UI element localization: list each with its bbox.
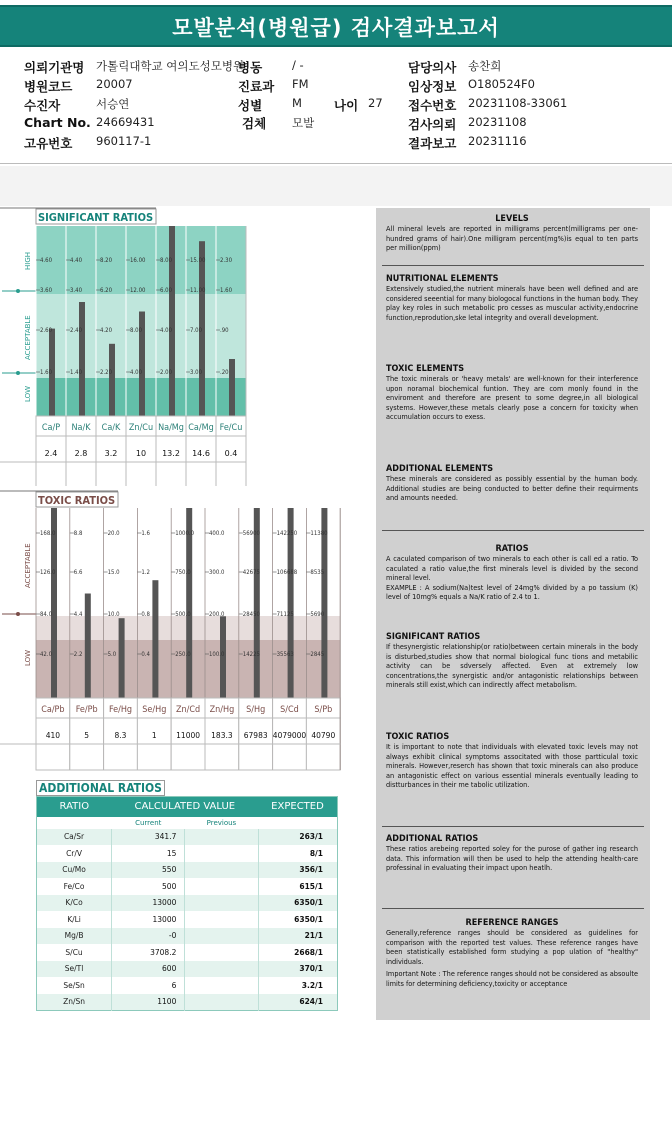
nutritional-text: Extensively studied,the nutrient minerals have been well defined and are considered seeential for many biologocal functions in the human body. They play key roles in such metabolic pro cesses as muscular activity,endocrine function,reprodution,ske letal integrity and overall development. — [386, 284, 638, 322]
hospital-code-label: 병원코드 — [24, 79, 73, 94]
current-cell: 600 — [112, 961, 185, 978]
column-label: Fe/Pb — [75, 705, 98, 715]
ratio-value: 1 — [151, 731, 157, 740]
previous-cell — [185, 829, 258, 846]
expected-cell: 8/1 — [258, 845, 338, 862]
tick-label: 3.00 — [190, 369, 203, 376]
tick-label: 2.20 — [100, 369, 113, 376]
current-cell: 15 — [112, 845, 185, 862]
ratio-value: 40790 — [311, 731, 336, 740]
receipt-label: 접수번호 — [408, 98, 457, 113]
current-cell: 6 — [112, 977, 185, 994]
tick-label: 168.0 — [40, 530, 56, 537]
previous-cell — [185, 911, 258, 928]
reference-ranges-title: REFERENCE RANGES — [465, 918, 559, 928]
tick-label: .20 — [220, 369, 229, 376]
ratio-value: 5 — [84, 731, 90, 740]
expected-cell: 356/1 — [258, 862, 338, 879]
expected-cell: 6350/1 — [258, 911, 338, 928]
request-label: 검사의뢰 — [408, 117, 457, 132]
tick-label: 1000.0 — [175, 530, 195, 537]
toxic-ratios-info-title: TOXIC RATIOS — [386, 732, 450, 742]
tick-label: 300.0 — [209, 569, 225, 576]
low-marker-dot — [16, 371, 20, 375]
zone-label-low: LOW — [24, 649, 32, 666]
column-label: Zn/Cd — [175, 705, 201, 715]
tick-label: 126.0 — [40, 569, 56, 576]
patient-header — [0, 48, 672, 164]
tick-label: 42675 — [242, 569, 260, 576]
tick-label: 6.00 — [160, 287, 173, 294]
header-spacer — [0, 166, 672, 206]
ratio-value: 8.3 — [114, 731, 127, 740]
ratio-value: 67983 — [243, 731, 268, 740]
bar-fe-cu — [229, 359, 235, 416]
expected-cell: 615/1 — [258, 878, 338, 895]
column-label: S/Pb — [314, 705, 333, 715]
toxic-title: TOXIC RATIOS — [38, 494, 116, 507]
request-value: 20231108 — [468, 115, 527, 129]
ratio-value: 183.3 — [211, 731, 233, 740]
tick-label: 4.00 — [160, 327, 173, 334]
tick-label: 5690 — [310, 611, 325, 618]
specimen-label: 검체 — [242, 116, 267, 131]
expected-header: EXPECTED — [271, 801, 324, 813]
tick-label: 1.60 — [220, 287, 233, 294]
tick-label: 1.40 — [70, 369, 83, 376]
tick-label: 2845 — [310, 651, 325, 658]
reference-ranges-note: Important Note : The reference ranges should not be considered as absoulte limits for determining deficiency,toxicity or acceptance — [386, 969, 638, 988]
ratio-cell: Zn/Sn — [63, 997, 86, 1006]
clinical-value: O180524F0 — [468, 77, 535, 91]
table-row — [37, 845, 338, 862]
doctor-label: 담당의사 — [408, 60, 457, 75]
ratio-value: 2.8 — [74, 449, 88, 458]
tick-label: 8.00 — [130, 327, 143, 334]
institution-value: 가톨릭대학교 여의도성모병원 — [96, 59, 245, 73]
table-row — [37, 862, 338, 879]
significant-title: SIGNIFICANT RATIOS — [38, 211, 154, 224]
tick-label: 4.4 — [73, 611, 83, 618]
column-label: Se/Hg — [142, 705, 167, 715]
tick-label: 20.0 — [107, 530, 120, 537]
tick-label: 15.00 — [190, 257, 206, 264]
nutritional-title: NUTRITIONAL ELEMENTS — [386, 274, 499, 284]
specimen-value: 모발 — [292, 116, 315, 130]
ratio-value: 4079000 — [272, 731, 307, 740]
ratios-text: A caculated comparison of two minerals to each other is call ed a ratio. To caculated a ratio value,the first minerals level is divided by the second mineral level. — [386, 554, 638, 583]
previous-cell — [185, 928, 258, 945]
tick-label: 750.0 — [175, 569, 191, 576]
tick-label: 106688 — [276, 569, 298, 576]
tick-label: 2.60 — [40, 327, 53, 334]
tick-label: 142250 — [276, 530, 298, 537]
column-label: Zn/Hg — [209, 705, 235, 715]
additional-ratios-title: ADDITIONAL RATIOS — [36, 780, 165, 796]
toxic-elements-text: The toxic minerals or 'heavy metals' are well-known for their interference upon noramal biochemical funtion. They are com monly found in the enviroment and therefore are present to some degree,in all biological systems. However,these metals clearly pose a concern for toxicity when accumulation occurs to exess. — [386, 374, 638, 422]
tick-label: 2.40 — [70, 327, 83, 334]
tick-label: 1.2 — [141, 569, 150, 576]
institution-label: 의뢰기관명 — [24, 60, 85, 75]
column-label: Fe/Cu — [219, 423, 243, 433]
bar-na-k — [79, 302, 85, 416]
current-cell: 3708.2 — [112, 944, 185, 961]
ratio-cell: Cr/V — [66, 848, 83, 858]
dept-label: 진료과 — [238, 79, 275, 94]
expected-cell: 263/1 — [258, 829, 338, 846]
previous-cell — [185, 845, 258, 862]
tick-label: 35563 — [276, 651, 294, 658]
column-label: Ca/K — [101, 423, 121, 433]
hospital-code-value: 20007 — [96, 77, 133, 91]
tick-label: 8.8 — [73, 530, 83, 537]
current-subheader: Current — [135, 818, 162, 827]
value-cell — [186, 436, 216, 486]
column-label: S/Hg — [246, 705, 266, 715]
table-row — [37, 878, 338, 895]
bar-na-mg — [169, 226, 175, 416]
table-row — [37, 994, 338, 1011]
tick-label: 3.60 — [40, 287, 53, 294]
additional-elements-title: ADDITIONAL ELEMENTS — [386, 464, 494, 474]
previous-cell — [185, 895, 258, 912]
ratio-cell: Fe/Co — [63, 881, 85, 891]
additional-ratios-info-text: These ratios arebeing reported soley for the purose of gather ing research data. This information will then be used to help the attending health-care professinal in evaluating their impact upon heatlh. — [386, 844, 638, 873]
ratio-value: 14.6 — [192, 449, 210, 458]
tick-label: 4.40 — [70, 257, 83, 264]
column-label: S/Cd — [280, 705, 299, 715]
report-title: 모발분석(병원급) 검사결과보고서 — [0, 5, 672, 47]
receipt-value: 20231108-33061 — [468, 96, 568, 110]
tick-label: 8535 — [310, 569, 325, 576]
tick-label: 10.0 — [107, 611, 120, 618]
tick-label: 100.0 — [209, 651, 225, 658]
ratio-cell: S/Cu — [65, 947, 83, 957]
current-cell: 500 — [112, 878, 185, 895]
ratio-cell: K/Li — [67, 914, 81, 924]
tick-label: 2.2 — [73, 651, 83, 658]
significant-ratios-chart — [0, 206, 262, 486]
tick-label: 4.60 — [40, 257, 53, 264]
previous-cell — [185, 878, 258, 895]
doctor-value: 송찬희 — [468, 59, 502, 73]
previous-cell — [185, 961, 258, 978]
tick-label: 0.4 — [141, 651, 150, 658]
significant-ratios-info-title: SIGNIFICANT RATIOS — [386, 632, 481, 642]
previous-cell — [185, 862, 258, 879]
ward-value: / - — [292, 58, 304, 72]
tick-label: 14225 — [242, 651, 260, 658]
ratio-value: 3.2 — [104, 449, 118, 458]
tick-label: 7.00 — [190, 327, 203, 334]
dept-value: FM — [292, 77, 309, 91]
previous-subheader: Previous — [206, 818, 237, 827]
column-label: Ca/Mg — [188, 423, 214, 433]
tick-label: 3.40 — [70, 287, 83, 294]
receiver-label: 수진자 — [24, 98, 61, 113]
table-row — [37, 895, 338, 912]
column-label: Fe/Hg — [108, 705, 133, 715]
ratio-value: 10 — [135, 449, 147, 458]
tick-label: 400.0 — [209, 530, 225, 537]
tick-label: 71125 — [276, 611, 294, 618]
zone-label-low: LOW — [24, 385, 32, 402]
bar-fe-hg — [119, 618, 125, 698]
column-label: Ca/P — [41, 423, 61, 433]
tick-label: 4.20 — [100, 327, 113, 334]
table-row — [37, 944, 338, 961]
tick-label: 2.00 — [160, 369, 173, 376]
levels-title: LEVELS — [495, 214, 529, 224]
current-cell: 341.7 — [112, 829, 185, 846]
ratios-example: EXAMPLE : A sodium(Na)test level of 24mg% divided by a po tassium (K) level of 10mg% equals a Na/K ratio of 2.4 to 1. — [386, 582, 638, 602]
age-label: 나이 — [334, 98, 359, 113]
tick-label: 15.0 — [107, 569, 120, 576]
unique-no-label: 고유번호 — [24, 136, 73, 151]
additional-ratios-rows — [37, 829, 338, 1011]
column-label: Na/K — [71, 423, 91, 433]
previous-cell — [185, 944, 258, 961]
zone-label-high: HIGH — [24, 251, 32, 270]
tick-label: 4.00 — [130, 369, 143, 376]
expected-cell: 624/1 — [258, 994, 338, 1011]
table-row — [37, 961, 338, 978]
value-cell — [66, 436, 96, 486]
ratio-value: 13.2 — [162, 449, 180, 458]
expected-cell: 6350/1 — [258, 895, 338, 912]
tick-label: 2.30 — [220, 257, 233, 264]
current-cell: 550 — [112, 862, 185, 879]
ratio-cell: Ca/Sr — [63, 832, 85, 842]
tick-label: 1.6 — [141, 530, 150, 537]
tick-label: 84.0 — [40, 611, 53, 618]
tick-label: 5.0 — [107, 651, 117, 658]
ratio-header: RATIO — [59, 801, 90, 813]
levels-text: All mineral levels are reported in milligrams percent(milligrams per one-hundred grams of hair).One milligram percent(mg%)is equal to ten parts per million(ppm) — [386, 224, 638, 253]
tick-label: 8.00 — [160, 257, 173, 264]
zone-label-acceptable: ACCEPTABLE — [24, 543, 32, 588]
reference-ranges-text: Generally,reference ranges should be considered as guidelines for comparison with the reported test values. These reference ranges have been statistically established form studying a pop ulation of "healthy" individuals. — [386, 928, 638, 966]
tick-label: 500.0 — [175, 611, 191, 618]
ratio-value: 2.4 — [44, 449, 58, 458]
expected-cell: 370/1 — [258, 961, 338, 978]
zone-label-acceptable: ACCEPTABLE — [24, 315, 32, 360]
tick-label: 250.0 — [175, 651, 191, 658]
table-row — [37, 911, 338, 928]
ward-label: 병동 — [238, 60, 263, 75]
value-cell — [156, 436, 186, 486]
current-cell: -0 — [112, 928, 185, 945]
ratio-cell: Se/Sn — [63, 980, 85, 990]
toxic-ratios-chart — [0, 488, 346, 774]
tick-label: 42.0 — [40, 651, 53, 658]
chart-no-value: 24669431 — [96, 115, 155, 129]
additional-ratios-info-title: ADDITIONAL RATIOS — [386, 834, 479, 844]
value-cell — [96, 436, 126, 486]
tick-label: 16.00 — [130, 257, 146, 264]
tick-label: 11.00 — [190, 287, 206, 294]
toxic-elements-title: TOXIC ELEMENTS — [386, 364, 465, 374]
column-label: Ca/Pb — [41, 705, 65, 715]
expected-cell: 21/1 — [258, 928, 338, 945]
significant-ratios-info-text: If thesynergistic relationship(or ratio)between certain minerals in the body is disturbed,studies show that normal biological func tions and metabilic activity can be sdversely affected. Even at extremely low concentrations,the synergistic and/or antagonistic relationships between minerals still exist,which can indirectly affect metabolism. — [386, 642, 638, 690]
sex-label: 성별 — [238, 98, 263, 113]
acceptable-marker-dot — [16, 612, 20, 616]
column-label: Na/Mg — [158, 423, 184, 433]
ratio-cell: Se/Tl — [64, 964, 84, 974]
tick-label: 8.20 — [100, 257, 113, 264]
tick-label: 56900 — [242, 530, 260, 537]
additional-ratios-table — [36, 796, 338, 1011]
chart-no-label: Chart No. — [24, 115, 91, 130]
ratio-cell: K/Co — [65, 898, 83, 908]
result-value: 20231116 — [468, 134, 527, 148]
previous-cell — [185, 994, 258, 1011]
expected-cell: 2668/1 — [258, 944, 338, 961]
tick-label: .90 — [220, 327, 229, 334]
column-label: Zn/Cu — [128, 423, 154, 433]
value-cell — [216, 436, 246, 486]
result-label: 결과보고 — [408, 136, 457, 151]
ratios-title: RATIOS — [495, 544, 529, 554]
tick-label: 11380 — [310, 530, 328, 537]
previous-cell — [185, 977, 258, 994]
bar-se-hg — [152, 580, 158, 698]
sex-value: M — [292, 96, 302, 110]
info-panel — [376, 208, 650, 1020]
value-cell — [126, 436, 156, 486]
table-row — [37, 928, 338, 945]
tick-label: 6.20 — [100, 287, 113, 294]
current-cell: 1100 — [112, 994, 185, 1011]
table-row — [37, 977, 338, 994]
toxic-ratios-info-text: It is important to note that individuals with elevated toxic levels may not always exhibit clinical symptoms associtated with those partticulal toxic minerals. However,reserch has shown that toxic minerals can also produce an antagonistic effect on various essential minerals eventually leading to distturbances in their me tabolic utilization. — [386, 742, 638, 790]
age-value: 27 — [368, 96, 383, 110]
value-cell — [36, 436, 66, 486]
acceptable-marker-dot — [16, 289, 20, 293]
ratio-value: 0.4 — [224, 449, 238, 458]
ratio-value: 11000 — [176, 731, 201, 740]
tick-label: 12.00 — [130, 287, 146, 294]
tick-label: 6.6 — [73, 569, 83, 576]
current-cell: 13000 — [112, 895, 185, 912]
expected-cell: 3.2/1 — [258, 977, 338, 994]
ratio-cell: Cu/Mo — [62, 865, 86, 875]
clinical-label: 임상정보 — [408, 79, 457, 94]
current-cell: 13000 — [112, 911, 185, 928]
tick-label: 0.8 — [141, 611, 150, 618]
receiver-value: 서승연 — [96, 97, 130, 111]
ratio-cell: Mg/B — [64, 931, 84, 941]
table-row — [37, 829, 338, 846]
ratio-value: 410 — [45, 731, 61, 740]
tick-label: 200.0 — [209, 611, 225, 618]
bar-ca-k — [109, 344, 115, 416]
additional-elements-text: These minerals are considered as possibly essential by the human body. Additional studies are being conducted to better define their requirments and amounts needed. — [386, 474, 638, 503]
unique-no-value: 960117-1 — [96, 134, 152, 148]
tick-label: 1.60 — [40, 369, 53, 376]
bar-fe-pb — [85, 594, 91, 699]
tick-label: 28450 — [242, 611, 260, 618]
calculated-value-header: CALCULATED VALUE — [134, 801, 236, 813]
